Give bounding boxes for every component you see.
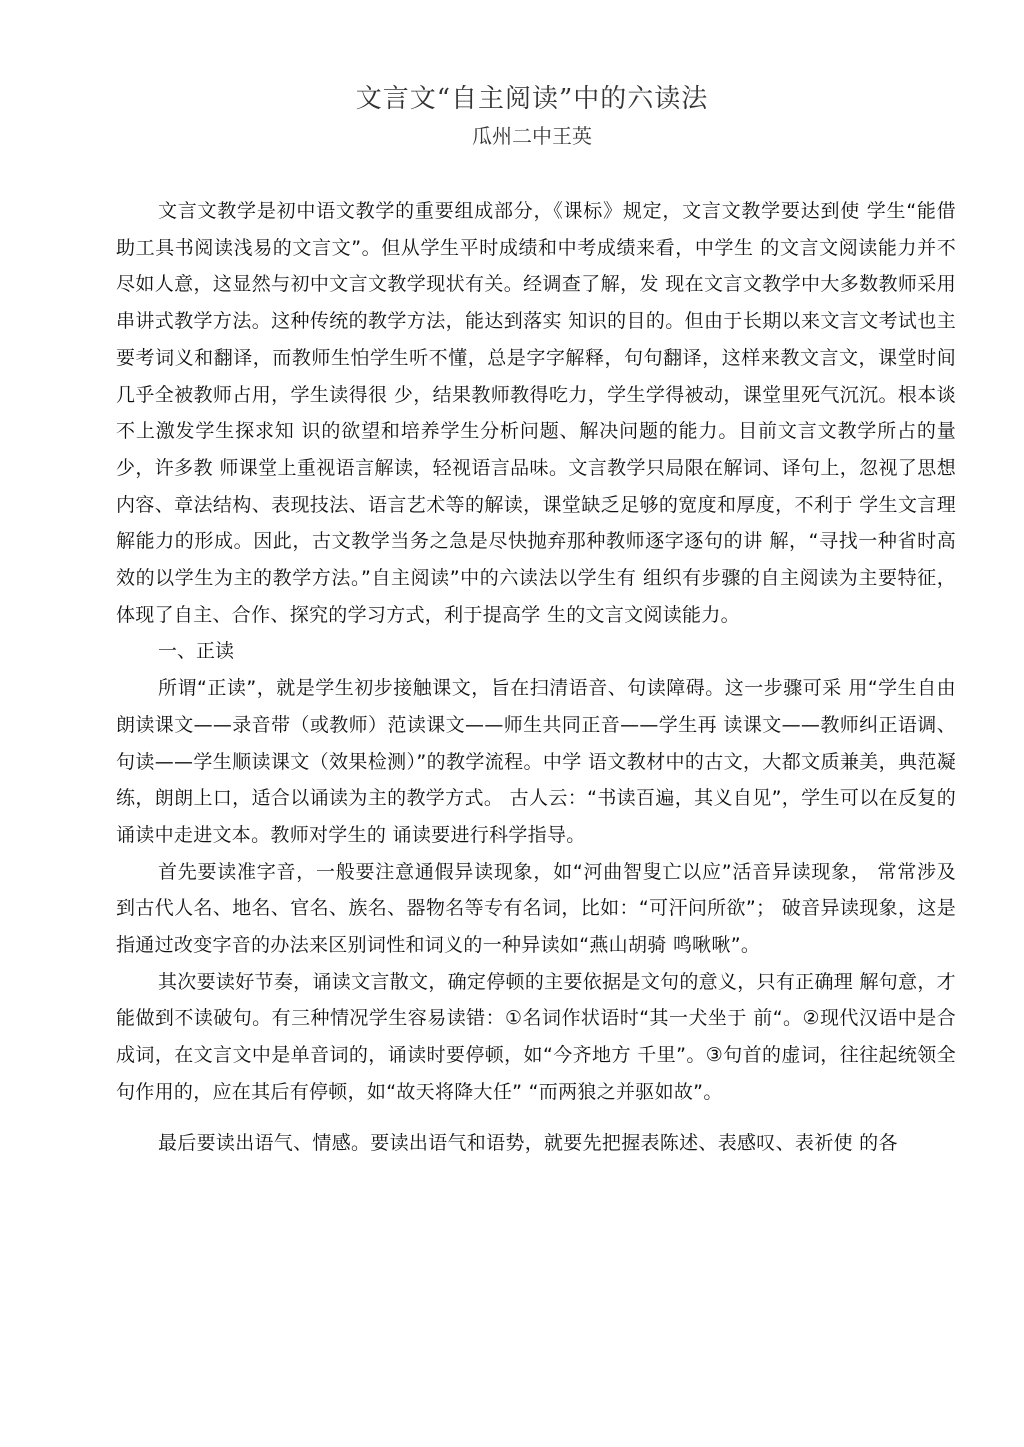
paragraph-tone: 最后要读出语气、情感。要读出语气和语势，就要先把握表陈述、表感叹、表祈使 的各 bbox=[158, 1131, 898, 1154]
document-title: 文言文“自主阅读”中的六读法 bbox=[355, 84, 709, 114]
paragraph-zhengdu-definition: 所谓“正读”，就是学生初步接触课文，旨在扫清语音、句读障碍。这一步骤可采 用“学生自由朗读课文——录音带（或教师）范读课文——师生共同正音——学生再 读课文——教师纠正语调、句读——学生顺读课文（效果检测）”的教学流程。中学 语文教材中的古文，大都文质兼美，典范凝练，朗朗上口，适合以诵读为主的教学方式。 古人云：“书读百遍，其义自见”，学生可以在反复的诵读中走进文本。教师对学生的 诵读要进行科学指导。 bbox=[116, 677, 956, 846]
document-author: 瓜州二中王英 bbox=[472, 124, 592, 148]
document-body bbox=[116, 193, 956, 1161]
section-heading-zhengdu: 一、正读 bbox=[158, 640, 235, 663]
paragraph-rhythm: 其次要读好节奏，诵读文言散文，确定停顿的主要依据是文句的意义，只有正确理 解句意，才能做到不读破句。有三种情况学生容易读错：①名词作状语时“其一犬坐于 前“。②现代汉语中是合成词，在文言文中是单音词的，诵读时要停顿，如“今齐地方 千里”。③句首的虚词，往往起统领全句作用的，应在其后有停顿，如“故天将降大任” “而两狼之并驱如故”。 bbox=[116, 970, 956, 1103]
paragraph-pronunciation: 首先要读准字音，一般要注意通假异读现象，如“河曲智叟亡以应”活音异读现象， 常常涉及到古代人名、地名、官名、族名、器物名等专有名词，比如：“可汗问所欲”； 破音异读现象，这是指通过改变字音的办法来区别词性和词义的一种异读如“燕山胡骑 鸣啾啾”。 bbox=[116, 860, 956, 957]
paragraph-intro: 文言文教学是初中语文教学的重要组成部分，《课标》规定，文言文教学要达到使 学生“能借助工具书阅读浅易的文言文”。但从学生平时成绩和中考成绩来看，中学生 的文言文阅读能力并不尽如人意，这显然与初中文言文教学现状有关。经调查了解，发 现在文言文教学中大多数教师采用串讲式教学方法。这种传统的教学方法，能达到落实 知识的目的。但由于长期以来文言文考试也主要考词义和翻译，而教师生怕学生听不懂，总是字字解释，句句翻译，这样来教文言文，课堂时间几乎全被教师占用，学生读得很 少，结果教师教得吃力，学生学得被动，课堂里死气沉沉。根本谈不上激发学生探求知 识的欲望和培养学生分析问题、解决问题的能力。目前文言文教学所占的量少，许多教 师课堂上重视语言解读，轻视语言品味。文言教学只局限在解词、译句上，忽视了思想 内容、章法结构、表现技法、语言艺术等的解读，课堂缺乏足够的宽度和厚度，不利于 学生文言理解能力的形成。因此，古文教学当务之急是尽快抛弃那种教师逐字逐句的讲 解，“寻找一种省时高效的以学生为主的教学方法。”自主阅读”中的六读法以学生有 组织有步骤的自主阅读为主要特征，体现了自主、合作、探究的学习方式，利于提高学 生的文言文阅读能力。 bbox=[116, 200, 956, 626]
